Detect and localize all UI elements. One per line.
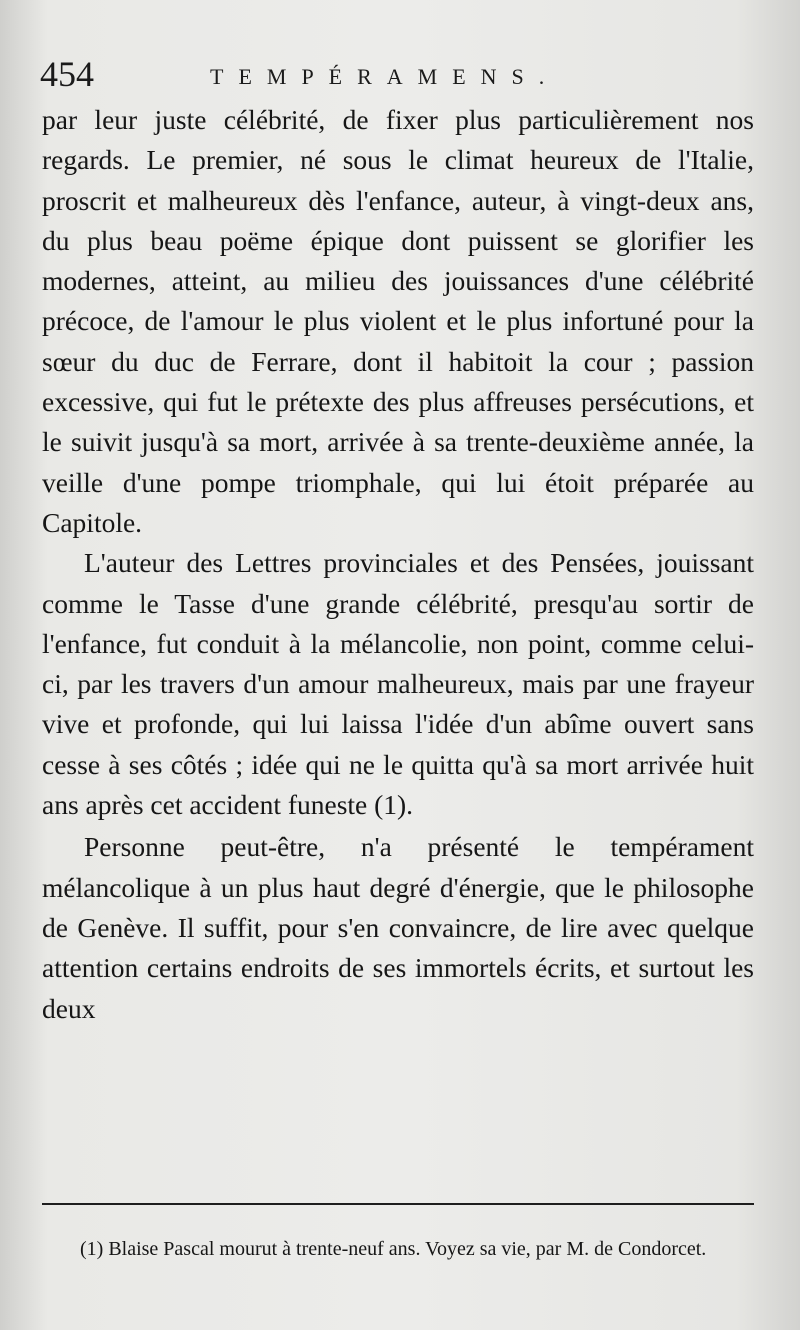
running-title: TEMPÉRAMENS. [210, 64, 560, 89]
paragraph-rousseau: Personne peut-être, n'a présenté le tempérament mélancolique à un plus haut degré d'énergie, que le philosophe de Genève. Il suffit, pour s'en convaincre, de lire avec quelque attention certains endroits de ses immortels écrits, et surtout les deux [42, 831, 754, 1024]
page-number: 454 [40, 54, 94, 94]
body-text [42, 100, 754, 1029]
footnote-rule [42, 1203, 754, 1205]
page-header [40, 52, 760, 102]
paragraph-pascal: L'auteur des Lettres provinciales et des Pensées, jouissant comme le Tasse d'une grande célébrité, presqu'au sortir de l'enfance, fut conduit à la mélancolie, non point, comme celui-ci, par les travers d'un amour malheureux, mais par une frayeur vive et profonde, qui lui laissa l'idée d'un abîme ouvert sans cesse à ses côtés ; idée qui ne le quitta qu'à sa mort arrivée huit ans après cet accident funeste (1). [42, 547, 754, 821]
paragraph-continuation: par leur juste célébrité, de fixer plus particulièrement nos regards. Le premier, né sous le climat heureux de l'Italie, proscrit et malheureux dès l'enfance, auteur, à vingt-deux ans, du plus beau poëme épique dont puissent se glorifier les modernes, atteint, au milieu des jouissances d'une célébrité précoce, de l'amour le plus violent et le plus infortuné pour la sœur du duc de Ferrare, dont il habitoit la cour ; passion excessive, qui fut le prétexte des plus affreuses persécutions, et le suivit jusqu'à sa mort, arrivée à sa trente-deuxième année, la veille d'une pompe triomphale, qui lui étoit préparée au Capitole. [42, 104, 754, 538]
footnotes [42, 1232, 754, 1266]
footnote-1: (1) Blaise Pascal mourut à trente-neuf ans. Voyez sa vie, par M. de Condorcet. [80, 1238, 707, 1260]
